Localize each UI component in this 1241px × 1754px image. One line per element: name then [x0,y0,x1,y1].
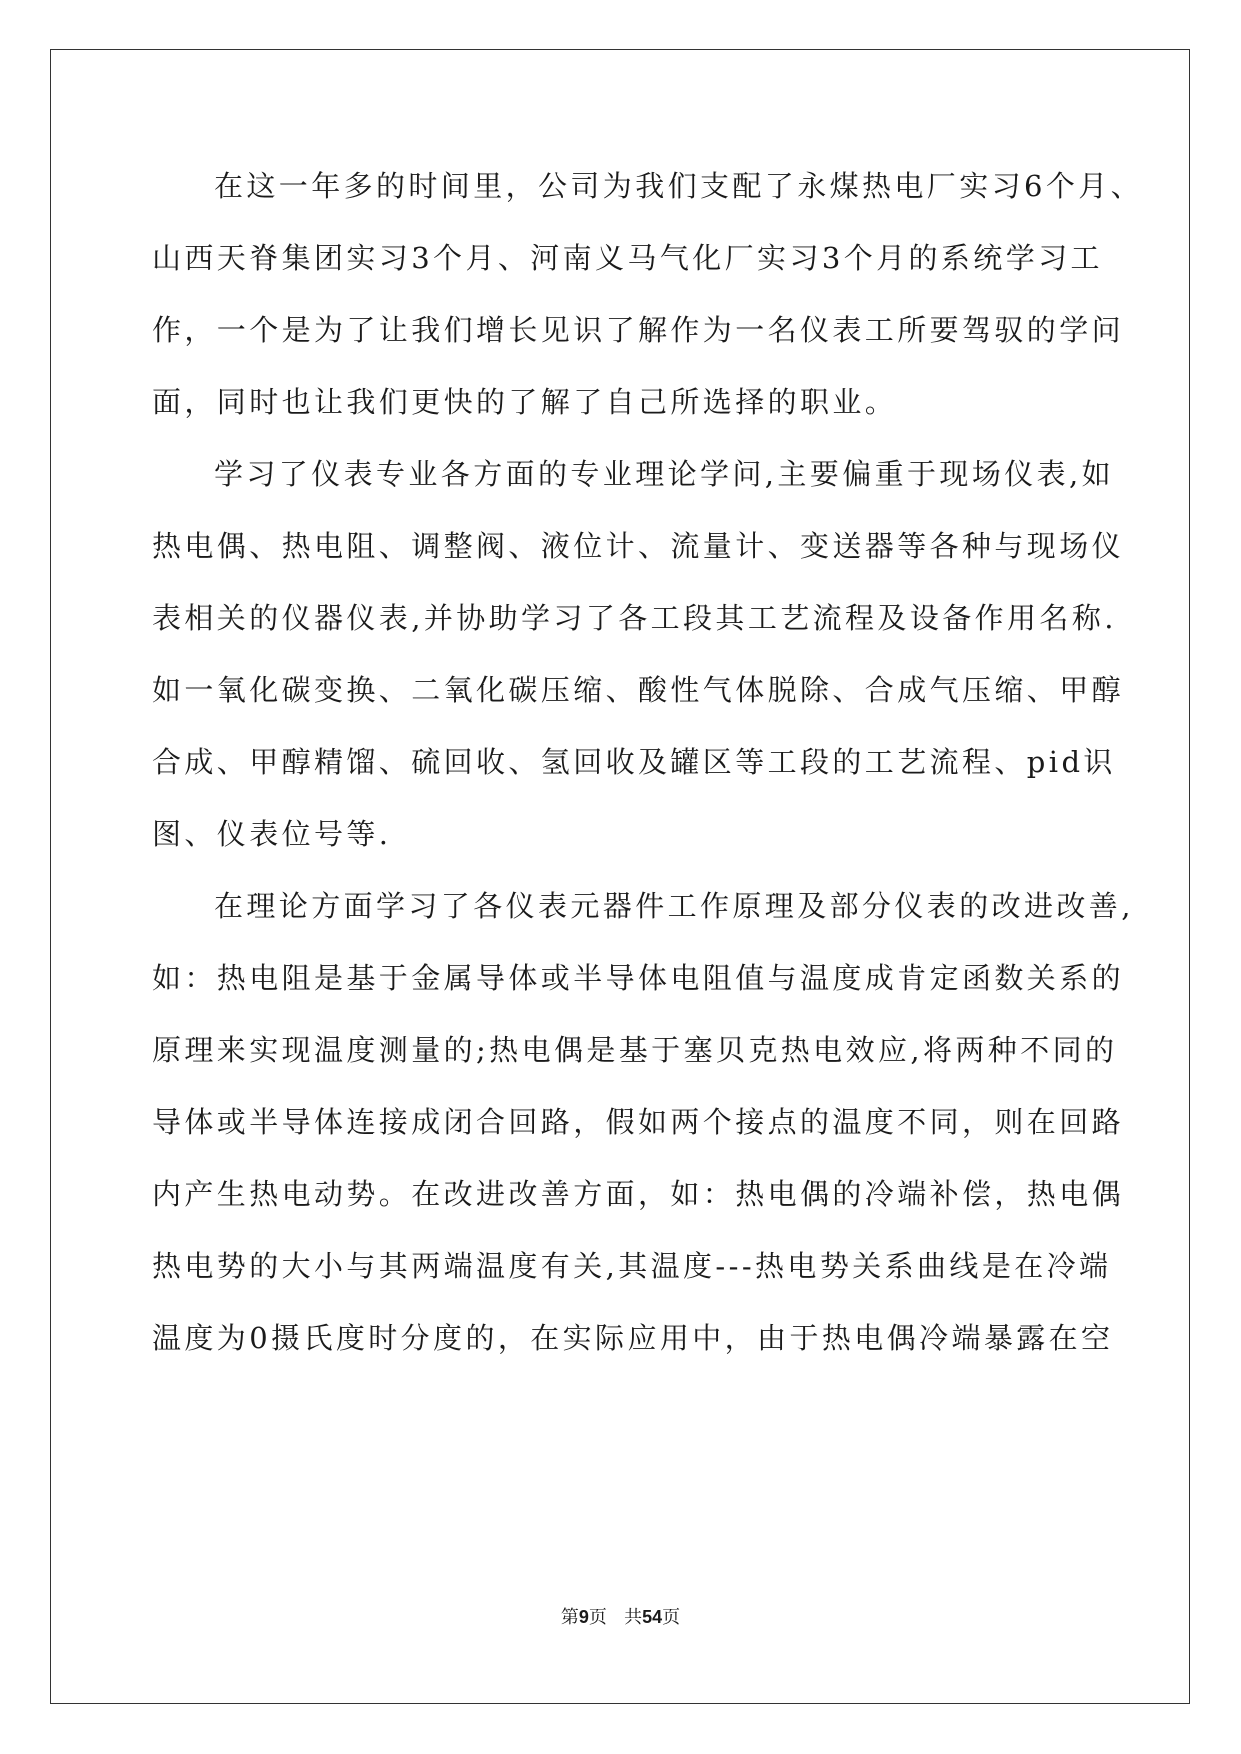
paragraph-1-line-2: 山西天脊集团实习3个月、河南义马气化厂实习3个月的系统学习工 [152,241,1103,275]
paragraph-3-line-1: 在理论方面学习了各仪表元器件工作原理及部分仪表的改进改善, [214,889,1134,923]
paragraph-3-line-4: 导体或半导体连接成闭合回路，假如两个接点的温度不同，则在回路 [152,1105,1125,1139]
paragraph-2-line-1: 学习了仪表专业各方面的专业理论学问,主要偏重于现场仪表,如 [214,457,1115,491]
paragraph-2-line-6: 图、仪表位号等. [152,817,392,851]
footer-page-suffix: 页 [588,1607,607,1628]
paragraph-2-line-4: 如一氧化碳变换、二氧化碳压缩、酸性气体脱除、合成气压缩、甲醇 [152,673,1125,707]
footer-page-number: 9 [578,1607,589,1627]
footer-prefix: 第 [560,1607,579,1628]
paragraph-2-line-3: 表相关的仪器仪表,并协助学习了各工段其工艺流程及设备作用名称. [152,601,1117,635]
footer-total-suffix: 页 [662,1607,681,1628]
paragraph-3-line-2: 如：热电阻是基于金属导体或半导体电阻值与温度成肯定函数关系的 [152,961,1125,995]
paragraph-3-line-3: 原理来实现温度测量的;热电偶是基于塞贝克热电效应,将两种不同的 [152,1033,1118,1067]
paragraph-1-line-4: 面，同时也让我们更快的了解了自己所选择的职业。 [152,385,898,419]
paragraph-3-line-7: 温度为0摄氏度时分度的，在实际应用中，由于热电偶冷端暴露在空 [152,1321,1114,1355]
paragraph-1-line-3: 作，一个是为了让我们增长见识了解作为一名仪表工所要驾驭的学问 [152,313,1125,347]
paragraph-1-line-1: 在这一年多的时间里，公司为我们支配了永煤热电厂实习6个月、 [214,169,1144,203]
paragraph-3-line-6: 热电势的大小与其两端温度有关,其温度---热电势关系曲线是在冷端 [152,1249,1112,1283]
page-border [50,49,1190,1704]
paragraph-2-line-2: 热电偶、热电阻、调整阀、液位计、流量计、变送器等各种与现场仪 [152,529,1125,563]
footer-total-pages: 54 [642,1607,663,1627]
footer-total-prefix: 共 [624,1607,643,1628]
page-footer [0,1605,1241,1630]
paragraph-2-line-5: 合成、甲醇精馏、硫回收、氢回收及罐区等工段的工艺流程、pid识 [152,745,1116,779]
paragraph-3-line-5: 内产生热电动势。在改进改善方面，如：热电偶的冷端补偿，热电偶 [152,1177,1125,1211]
